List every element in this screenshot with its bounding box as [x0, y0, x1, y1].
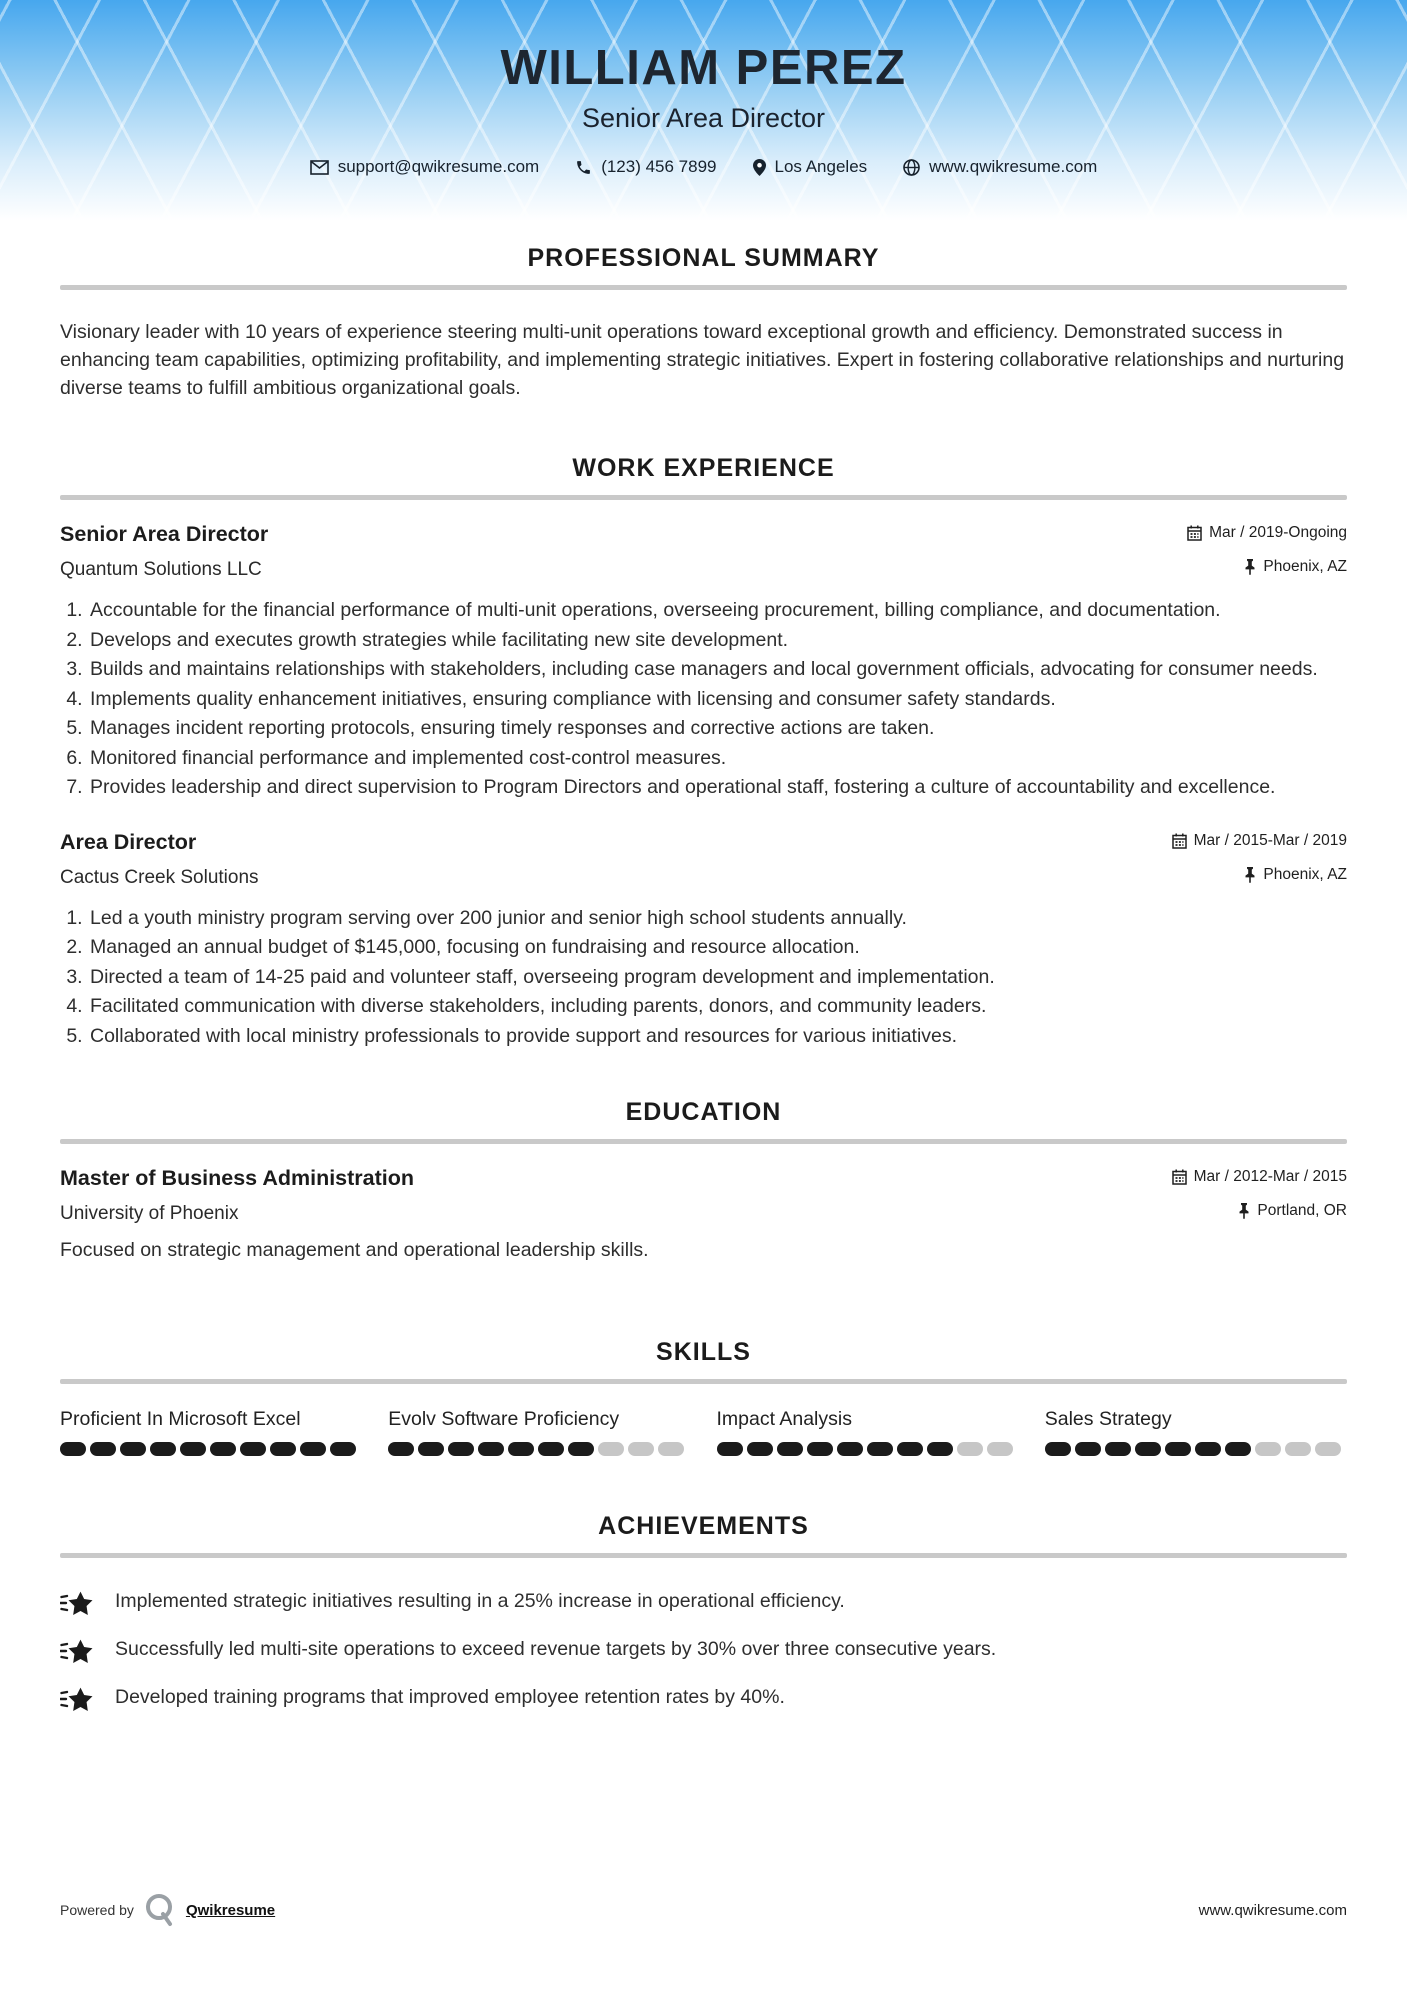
achievement-item [60, 1636, 1347, 1665]
achievements-list [60, 1588, 1347, 1713]
skill-segment-empty [658, 1442, 684, 1456]
job-dates [1172, 832, 1347, 850]
map-pin-icon [753, 159, 766, 176]
skill-segment-empty [957, 1442, 983, 1456]
contact-email[interactable] [310, 157, 540, 177]
job-bullet: 2. Develops and executes growth strategies while facilitating new site development. [88, 627, 1347, 655]
skill-segment-filled [210, 1442, 236, 1456]
footer-branding [60, 1892, 275, 1928]
job-location [1244, 866, 1347, 884]
skill-segment-empty [598, 1442, 624, 1456]
person-job-title: Senior Area Director [581, 103, 826, 133]
job-bullet: 1. Led a youth ministry program serving over 200 junior and senior high school students annually. [88, 905, 1347, 933]
skill-segment-filled [448, 1442, 474, 1456]
skill-segment-filled [717, 1442, 743, 1456]
achievement-item [60, 1588, 1347, 1617]
education-location-text: Portland, OR [1257, 1202, 1347, 1219]
job-bullet: 7. Provides leadership and direct supervision to Program Directors and operational staff, fostering a culture of accountability and excellence. [88, 774, 1347, 802]
skill-segment-filled [330, 1442, 356, 1456]
job-bullet: 5. Collaborated with local ministry professionals to provide support and resources for various initiatives. [88, 1023, 1347, 1051]
skill-segment-filled [418, 1442, 444, 1456]
job-title: Senior Area Director [60, 522, 269, 546]
skill-level-bar [717, 1442, 1019, 1456]
skill-item [1045, 1408, 1347, 1456]
pushpin-icon [1238, 1203, 1250, 1219]
skill-segment-filled [1135, 1442, 1161, 1456]
job-dates-text: Mar / 2015-Mar / 2019 [1193, 831, 1347, 849]
job-company: Quantum Solutions LLC [60, 559, 262, 580]
skill-level-bar [1045, 1442, 1347, 1456]
skill-segment-filled [300, 1442, 326, 1456]
section-divider [60, 1379, 1347, 1384]
skill-name: Sales Strategy [1044, 1408, 1172, 1430]
skill-segment-filled [1105, 1442, 1131, 1456]
phone-icon [575, 159, 592, 176]
job-location-text: Phoenix, AZ [1263, 558, 1347, 575]
skill-segment-empty [1285, 1442, 1311, 1456]
skill-segment-filled [1165, 1442, 1191, 1456]
pushpin-icon [1244, 559, 1256, 575]
footer-website: www.qwikresume.com [1198, 1901, 1347, 1919]
skill-segment-filled [270, 1442, 296, 1456]
achievements-heading: ACHIEVEMENTS [598, 1512, 809, 1540]
calendar-icon [1172, 1169, 1187, 1185]
skill-segment-filled [568, 1442, 594, 1456]
skills-heading: SKILLS [656, 1338, 751, 1366]
job-bullet: 3. Directed a team of 14-25 paid and volunteer staff, overseeing program development and implementation. [88, 964, 1347, 992]
job-entry [60, 830, 1347, 1051]
achievement-text: Implemented strategic initiatives resulting in a 25% increase in operational efficiency. [115, 1590, 845, 1612]
contact-website-text: www.qwikresume.com [929, 157, 1098, 176]
section-professional-summary [60, 244, 1347, 402]
section-work-experience [60, 454, 1347, 1050]
job-bullet: 4. Implements quality enhancement initiatives, ensuring compliance with licensing and consumer safety standards. [88, 686, 1347, 714]
calendar-icon [1172, 833, 1187, 849]
job-bullet: 3. Builds and maintains relationships with stakeholders, including case managers and local government officials, advocating for consumer needs. [88, 656, 1347, 684]
skill-name: Proficient In Microsoft Excel [60, 1408, 301, 1430]
pushpin-icon [1244, 867, 1256, 883]
resume-header [0, 0, 1407, 230]
section-divider [60, 495, 1347, 500]
skill-segment-filled [60, 1442, 86, 1456]
job-bullet-list [60, 905, 1347, 1051]
skill-segment-filled [1195, 1442, 1221, 1456]
education-degree: Master of Business Administration [60, 1166, 415, 1190]
skill-segment-empty [1255, 1442, 1281, 1456]
contact-phone[interactable] [575, 157, 716, 177]
person-name: WILLIAM PEREZ [500, 41, 907, 95]
education-description: Focused on strategic management and operational leadership skills. [60, 1239, 649, 1261]
skill-segment-filled [478, 1442, 504, 1456]
shooting-star-icon [60, 1589, 93, 1617]
job-location-text: Phoenix, AZ [1263, 865, 1347, 883]
education-dates [1172, 1168, 1347, 1186]
skill-segment-filled [927, 1442, 953, 1456]
education-heading: EDUCATION [625, 1098, 782, 1126]
achievement-item [60, 1684, 1347, 1713]
resume-body [0, 244, 1407, 1713]
summary-heading: PROFESSIONAL SUMMARY [527, 244, 880, 272]
education-school: University of Phoenix [60, 1203, 239, 1224]
job-dates [1187, 524, 1347, 542]
skill-segment-filled [180, 1442, 206, 1456]
skill-segment-filled [747, 1442, 773, 1456]
education-location [1238, 1202, 1347, 1220]
section-divider [60, 1553, 1347, 1558]
job-bullet: 1. Accountable for the financial performance of multi-unit operations, overseeing procurement, billing compliance, and documentation. [88, 597, 1347, 625]
skill-segment-filled [1225, 1442, 1251, 1456]
job-company: Cactus Creek Solutions [60, 866, 259, 888]
skill-segment-filled [508, 1442, 534, 1456]
job-title: Area Director [60, 829, 197, 854]
page-footer [60, 1892, 1347, 1928]
skill-segment-filled [807, 1442, 833, 1456]
contact-location-text: Los Angeles [774, 157, 868, 176]
job-bullet: 4. Facilitated communication with diverse stakeholders, including parents, donors, and community leaders. [88, 993, 1347, 1021]
shooting-star-icon [60, 1685, 93, 1713]
section-achievements [60, 1512, 1347, 1713]
skill-segment-filled [538, 1442, 564, 1456]
education-dates-text: Mar / 2012-Mar / 2015 [1193, 1168, 1347, 1185]
achievement-text: Successfully led multi-site operations to exceed revenue targets by 30% over three consecutive years. [115, 1638, 997, 1660]
skill-segment-filled [1075, 1442, 1101, 1456]
skill-segment-filled [150, 1442, 176, 1456]
skill-segment-filled [120, 1442, 146, 1456]
job-location [1244, 558, 1347, 576]
skill-level-bar [388, 1442, 690, 1456]
skill-segment-filled [90, 1442, 116, 1456]
section-divider [60, 1139, 1347, 1144]
skill-segment-filled [837, 1442, 863, 1456]
skill-segment-filled [240, 1442, 266, 1456]
skill-level-bar [60, 1442, 362, 1456]
skill-name: Impact Analysis [716, 1408, 852, 1430]
job-bullet: 5. Manages incident reporting protocols, ensuring timely responses and corrective actions are taken. [88, 715, 1347, 743]
envelope-icon [310, 160, 329, 175]
contact-email-text: support@qwikresume.com [337, 157, 540, 176]
skill-name: Evolv Software Proficiency [388, 1408, 620, 1430]
contact-phone-text: (123) 456 7899 [601, 157, 717, 176]
job-entry [60, 522, 1347, 802]
powered-by-label: Powered by [60, 1902, 134, 1918]
skill-segment-empty [1315, 1442, 1341, 1456]
skill-segment-empty [987, 1442, 1013, 1456]
section-education [60, 1098, 1347, 1262]
achievement-text: Developed training programs that improved employee retention rates by 40%. [115, 1686, 785, 1708]
education-entry [60, 1166, 1347, 1262]
section-divider [60, 285, 1347, 290]
skill-segment-filled [777, 1442, 803, 1456]
skill-item [717, 1408, 1019, 1456]
contact-row [0, 157, 1407, 177]
contact-location [753, 157, 868, 177]
globe-icon [903, 159, 920, 176]
skill-segment-filled [388, 1442, 414, 1456]
shooting-star-icon [60, 1637, 93, 1665]
job-bullet: 6. Monitored financial performance and implemented cost-control measures. [88, 745, 1347, 773]
contact-website[interactable] [903, 157, 1097, 177]
calendar-icon [1187, 525, 1202, 541]
skill-segment-filled [1045, 1442, 1071, 1456]
job-dates-text: Mar / 2019-Ongoing [1209, 524, 1347, 541]
skill-item [388, 1408, 690, 1456]
experience-heading: WORK EXPERIENCE [572, 454, 835, 482]
section-skills [60, 1338, 1347, 1456]
qwikresume-logo-icon [144, 1892, 176, 1928]
job-bullet-list [60, 597, 1347, 802]
skill-segment-filled [897, 1442, 923, 1456]
summary-text: Visionary leader with 10 years of experience steering multi-unit operations toward exceptional growth and efficiency. Demonstrated success in enhancing team capabilities, optimizing profitability, and implementing strategic initiatives. Expert in fostering collaborative relationships and nurturing diverse teams to fulfill ambitious organizational goals. [60, 321, 1345, 399]
skill-item [60, 1408, 362, 1456]
job-bullet: 2. Managed an annual budget of $145,000, focusing on fundraising and resource allocation. [88, 934, 1347, 962]
qwikresume-link[interactable]: Qwikresume [185, 1901, 276, 1919]
skill-segment-filled [867, 1442, 893, 1456]
skills-grid [60, 1408, 1347, 1456]
skill-segment-empty [628, 1442, 654, 1456]
